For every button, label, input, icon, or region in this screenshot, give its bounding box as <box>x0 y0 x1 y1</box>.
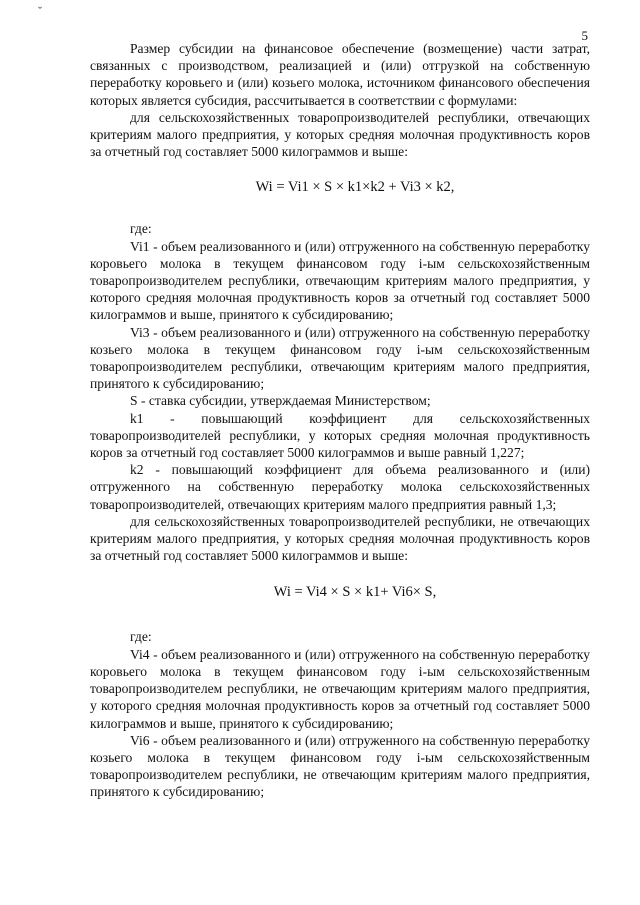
definition-k1: k1 - повышающий коэффициент для сельскохозяйственных товаропроизводителей республики, у которых средняя молочная продуктивность коров за отчетный год составляет 5000 килограммов и выше равный 1,227; <box>90 410 590 461</box>
definition-vi4: Vi4 - объем реализованного и (или) отгруженного на собственную переработку коровьего молока в текущем финансовом году i-ым сельскохозяйственным товаропроизводителем республики, не отвечающим критериям малого предприятия, у которого средняя молочная продуктивность коров за отчетный год составляет 5000 килограммов и выше, принятого к субсидированию; <box>90 646 590 731</box>
paragraph-not-small-enterprise: для сельскохозяйственных товаропроизводителей республики, не отвечающих критериям малого предприятия, у которых средняя молочная продуктивность коров за отчетный год составляет 5000 килограммов и выше: <box>90 513 590 564</box>
paragraph-intro: Размер субсидии на финансовое обеспечение (возмещение) части затрат, связанных с производством, реализацией и (или) отгрузкой на собственную переработку коровьего и (или) козьего молока, источником финансового обеспечения которых является субсидия, рассчитывается в соответствии с формулами: <box>90 41 590 108</box>
definition-vi6: Vi6 - объем реализованного и (или) отгруженного на собственную переработку козьего молока в текущем финансовом году i-ым сельскохозяйственным товаропроизводителем республики, не отвечающим критериям малого предприятия, принятого к субсидированию; <box>90 732 590 800</box>
page-number: 5 <box>581 28 588 43</box>
corner-mark: ˇ <box>38 4 42 18</box>
formula-not-small-enterprise: Wi = Vi4 × S × k1+ Vi6× S, <box>273 584 437 601</box>
where-label-1: где: <box>130 221 152 237</box>
formula-small-enterprise: Wi = Vi1 × S × k1×k2 + Vi3 × k2, <box>255 179 455 196</box>
definition-k2: k2 - повышающий коэффициент для объема реализованного и (или) отгруженного на собственную переработку молока сельскохозяйственных товаропроизводителей, отвечающих критериям малого предприятия равный 1,3; <box>90 462 590 512</box>
paragraph-small-enterprise: для сельскохозяйственных товаропроизводителей республики, отвечающих критериям малого предприятия, у которых средняя молочная продуктивность коров за отчетный год составляет 5000 килограммов и выше: <box>90 109 590 160</box>
document-body <box>90 40 590 801</box>
definition-vi1: Vi1 - объем реализованного и (или) отгруженного на собственную переработку коровьего молока в текущем финансовом году i-ым сельскохозяйственным товаропроизводителем республики, отвечающим критериям малого предприятия, у которого средняя молочная продуктивность коров за отчетный год составляет 5000 килограммов и выше, принятого к субсидированию; <box>90 238 590 323</box>
definition-vi3: Vi3 - объем реализованного и (или) отгруженного на собственную переработку козьего молока в текущем финансовом году i-ым сельскохозяйственным товаропроизводителем республики, отвечающим критериям малого предприятия, принятого к субсидированию; <box>90 324 590 392</box>
where-label-2: где: <box>130 629 152 645</box>
definition-s: S - ставка субсидии, утверждаемая Министерством; <box>130 393 431 409</box>
